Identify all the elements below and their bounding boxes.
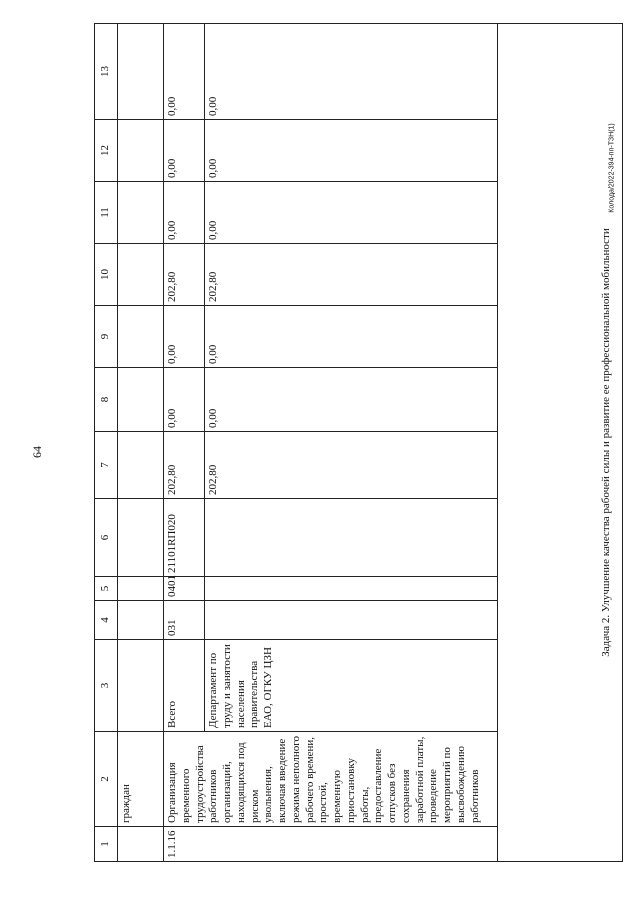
task-heading-row bbox=[498, 24, 623, 862]
header-row bbox=[95, 24, 118, 862]
value-cell: 0,00 bbox=[205, 368, 498, 432]
header-cell: 5 bbox=[95, 577, 118, 601]
value-cell: 0,00 bbox=[205, 306, 498, 368]
header-cell: 12 bbox=[95, 120, 118, 182]
header-cell: 4 bbox=[95, 601, 118, 640]
header-cell: 6 bbox=[95, 499, 118, 577]
table-row-total bbox=[164, 24, 205, 862]
footer-code: Колода/2022-394-пп-ТЗН(1) bbox=[608, 123, 616, 213]
header-cell: 7 bbox=[95, 432, 118, 499]
value-cell: 202,80 bbox=[205, 244, 498, 306]
table-row bbox=[118, 24, 164, 862]
task-heading: Задача 2. Улучшение качества рабочей силы и развитие ее профессиональной мобильности bbox=[498, 24, 623, 862]
executor-name: Департамент по труду и занятости населения правительства ЕАО, ОГКУ ЦЗН bbox=[205, 640, 498, 732]
value-cell: 0,00 bbox=[164, 24, 205, 120]
value-cell: 0,00 bbox=[164, 120, 205, 182]
csr-code: 21101RП020 bbox=[164, 499, 205, 577]
measure-name: Организация временного трудоустройства работников организаций, находящихся под риском увольнения, включая введение режима неполного рабочего времени, простой, временную приостановку работы, предоставление отпусков без сохранения заработной платы, проведение мероприятий по высвобождению работников bbox=[164, 732, 498, 827]
header-cell: 8 bbox=[95, 368, 118, 432]
rz-code: 0401 bbox=[164, 577, 205, 601]
header-cell: 2 bbox=[95, 732, 118, 827]
value-cell: 202,80 bbox=[164, 432, 205, 499]
header-cell: 13 bbox=[95, 24, 118, 120]
value-cell: 0,00 bbox=[205, 182, 498, 244]
value-cell: 202,80 bbox=[164, 244, 205, 306]
value-cell: 0,00 bbox=[205, 24, 498, 120]
header-cell: 9 bbox=[95, 306, 118, 368]
header-cell: 11 bbox=[95, 182, 118, 244]
header-cell: 10 bbox=[95, 244, 118, 306]
page-number: 64 bbox=[30, 446, 44, 458]
grbs-code: 031 bbox=[164, 601, 205, 640]
budget-table bbox=[94, 23, 623, 862]
header-cell: 1 bbox=[95, 827, 118, 862]
continuation-text: граждан bbox=[118, 732, 164, 827]
value-cell: 0,00 bbox=[164, 182, 205, 244]
total-label: Всего bbox=[164, 640, 205, 732]
value-cell: 0,00 bbox=[164, 368, 205, 432]
value-cell: 0,00 bbox=[205, 120, 498, 182]
row-number: 1.1.16 bbox=[164, 827, 498, 862]
value-cell: 202,80 bbox=[205, 432, 498, 499]
value-cell: 0,00 bbox=[164, 306, 205, 368]
header-cell: 3 bbox=[95, 640, 118, 732]
